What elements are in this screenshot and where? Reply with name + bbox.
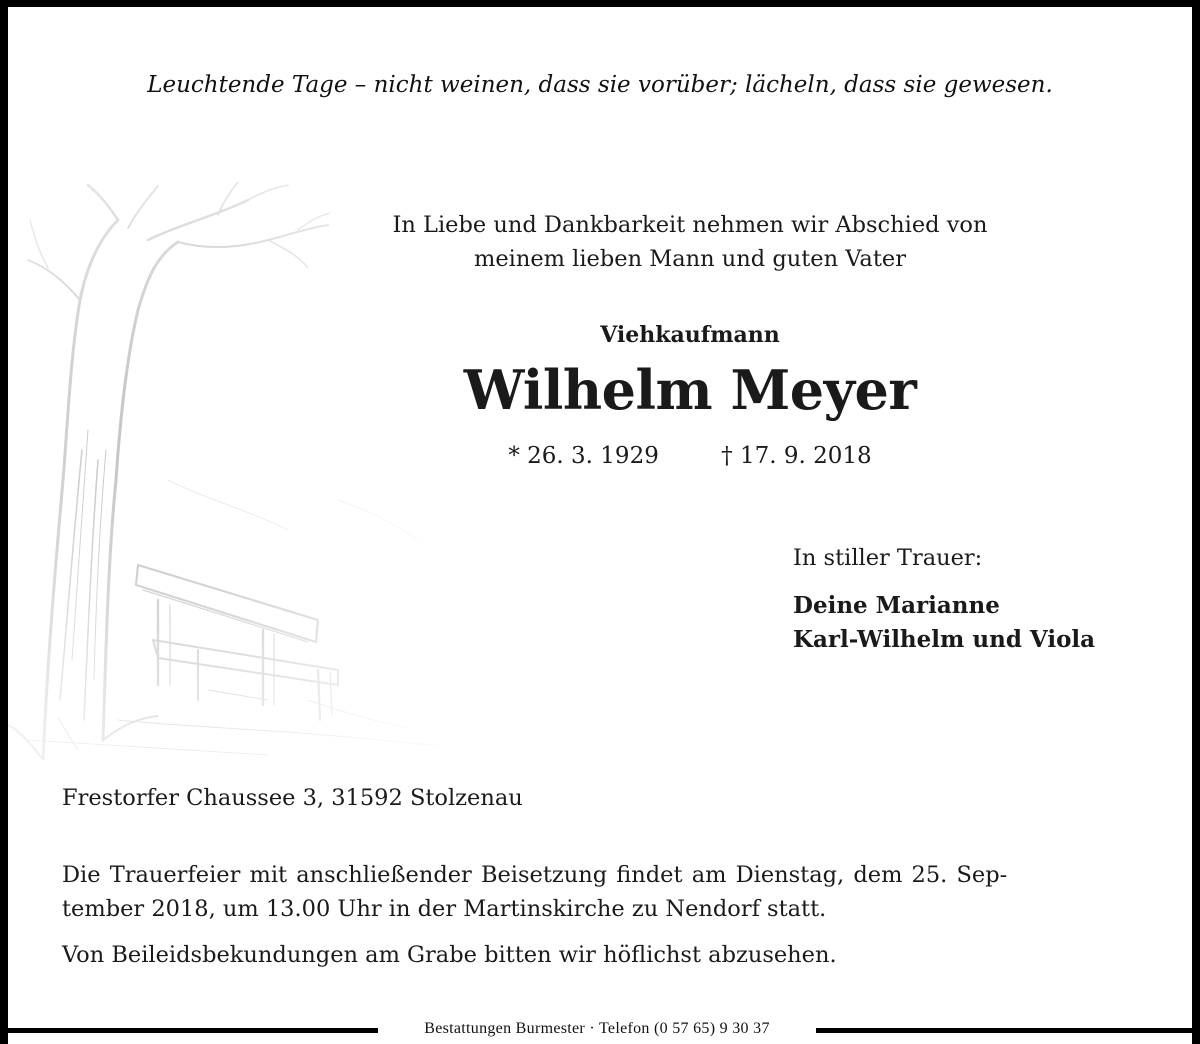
birth-date: * 26. 3. 1929: [508, 443, 659, 469]
occupation: Viehkaufmann: [600, 322, 780, 348]
address: Frestorfer Chaussee 3, 31592 Stolzenau: [62, 785, 523, 811]
service-line-2: tember 2018, um 13.00 Uhr in der Martinskirche zu Nendorf statt.: [62, 896, 827, 922]
mourner: Karl-Wilhelm und Viola: [793, 626, 1096, 653]
motto-quote: Leuchtende Tage – nicht weinen, dass sie vorüber; lächeln, dass sie gewesen.: [147, 72, 1053, 98]
funeral-service-notice: [62, 858, 1137, 926]
condolence-note: Von Beileidsbekundungen am Grabe bitten wir höflichst abzusehen.: [62, 942, 837, 968]
mourners-list: [793, 589, 1095, 657]
undertaker-footer: Bestattungen Burmester · Telefon (0 57 65) 9 30 37: [424, 1020, 770, 1037]
intro-line-1: In Liebe und Dankbarkeit nehmen wir Abschied von: [392, 212, 988, 238]
mourning-label: In stiller Trauer:: [793, 545, 983, 571]
life-dates: [280, 443, 1100, 469]
death-date: † 17. 9. 2018: [721, 443, 872, 469]
service-line-1: Die Trauerfeier mit anschließender Beisetzung findet am Dienstag, dem 25. Sep-: [62, 862, 1008, 888]
intro-text: [280, 208, 1100, 276]
intro-line-2: meinem lieben Mann und guten Vater: [474, 246, 906, 272]
mourner: Deine Marianne: [793, 592, 1000, 619]
deceased-name: Wilhelm Meyer: [463, 358, 917, 422]
